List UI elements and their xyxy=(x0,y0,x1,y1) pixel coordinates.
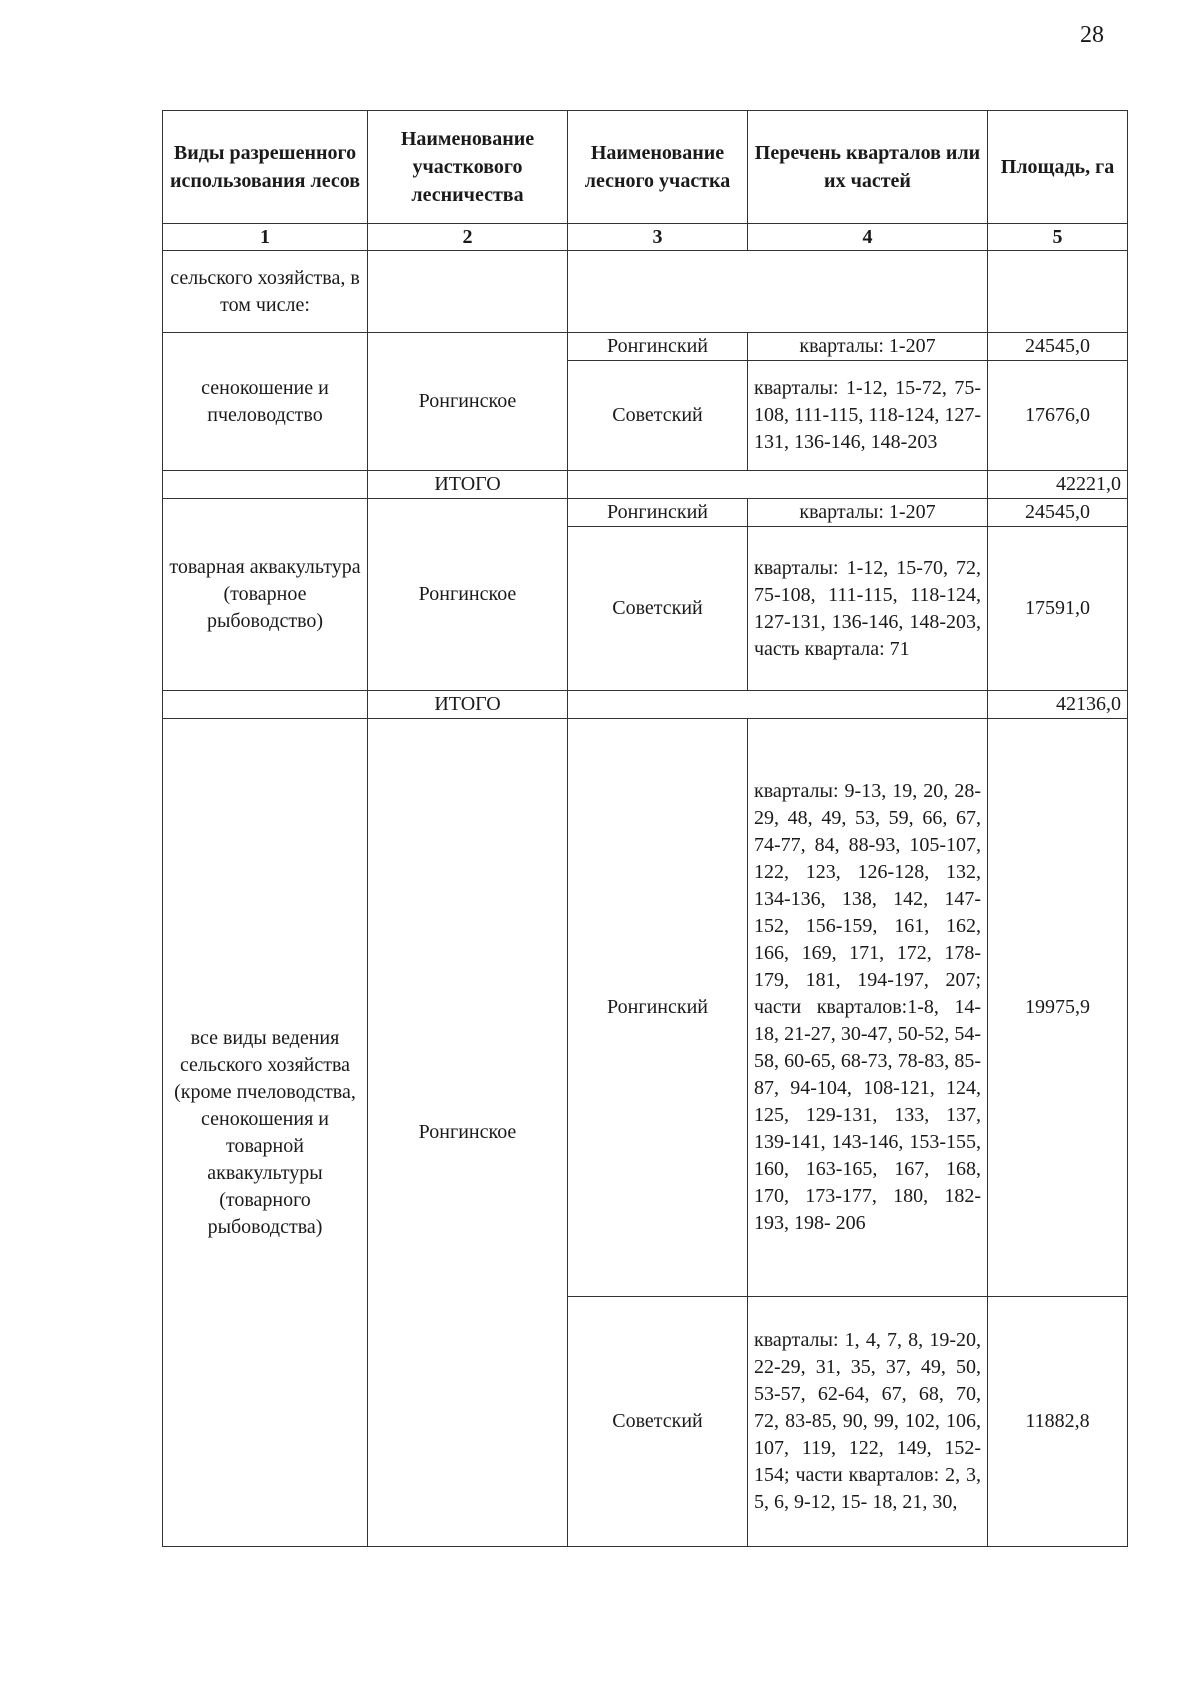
area-cell: 17591,0 xyxy=(988,527,1128,691)
use-type-cell: сенокошение и пчеловодство xyxy=(163,333,368,471)
area-cell: 17676,0 xyxy=(988,361,1128,471)
header-use-type: Виды разрешенного использования лесов xyxy=(163,111,368,224)
empty-cell xyxy=(368,251,568,333)
empty-cell xyxy=(988,251,1128,333)
header-district-forestry: Наименование участкового лесничества xyxy=(368,111,568,224)
header-row xyxy=(163,111,1128,224)
column-number-row xyxy=(163,224,1128,251)
area-cell: 19975,9 xyxy=(988,719,1128,1297)
column-number: 2 xyxy=(368,224,568,251)
use-type-cell: сельского хозяйства, в том числе: xyxy=(163,251,368,333)
column-number: 4 xyxy=(748,224,988,251)
forest-plot-cell: Советский xyxy=(568,361,748,471)
total-row xyxy=(163,691,1128,719)
header-area: Площадь, га xyxy=(988,111,1128,224)
header-forest-plot: Наименование лесного участка xyxy=(568,111,748,224)
forest-plot-cell: Советский xyxy=(568,1297,748,1547)
header-quarters-list: Перечень кварталов или их частей xyxy=(748,111,988,224)
area-cell: 24545,0 xyxy=(988,499,1128,527)
column-number: 5 xyxy=(988,224,1128,251)
use-type-cell: все виды ведения сельского хозяйства (кроме пчеловодства, сенокошения и товарной аквакультуры (товарного рыбоводства) xyxy=(163,719,368,1547)
quarters-cell: кварталы: 1-207 xyxy=(748,499,988,527)
table-row xyxy=(163,719,1128,1297)
quarters-cell: кварталы: 1, 4, 7, 8, 19-20, 22-29, 31, 35, 37, 49, 50, 53-57, 62-64, 67, 68, 70, 72, 83-85, 90, 99, 102, 106, 107, 119, 122, 149, 152-154; части кварталов: 2, 3, 5, 6, 9-12, 15- 18, 21, 30, xyxy=(748,1297,988,1547)
quarters-cell: кварталы: 1-12, 15-70, 72, 75-108, 111-115, 118-124, 127-131, 136-146, 148-203, часть квартала: 71 xyxy=(748,527,988,691)
total-area: 42221,0 xyxy=(988,471,1128,499)
use-type-cell: товарная аквакультура (товарное рыбоводство) xyxy=(163,499,368,691)
total-label: ИТОГО xyxy=(368,471,568,499)
quarters-cell: кварталы: 1-207 xyxy=(748,333,988,361)
total-area: 42136,0 xyxy=(988,691,1128,719)
area-cell: 24545,0 xyxy=(988,333,1128,361)
page-number: 28 xyxy=(1080,22,1104,48)
table-row xyxy=(163,333,1128,361)
district-forestry-cell: Ронгинское xyxy=(368,719,568,1547)
district-forestry-cell: Ронгинское xyxy=(368,499,568,691)
empty-cell xyxy=(568,691,988,719)
area-cell: 11882,8 xyxy=(988,1297,1128,1547)
total-label: ИТОГО xyxy=(368,691,568,719)
table-row xyxy=(163,499,1128,527)
total-row xyxy=(163,471,1128,499)
forest-plot-cell: Ронгинский xyxy=(568,333,748,361)
forest-plot-cell: Советский xyxy=(568,527,748,691)
table-row xyxy=(163,251,1128,333)
quarters-cell: кварталы: 1-12, 15-72, 75-108, 111-115, 118-124, 127-131, 136-146, 148-203 xyxy=(748,361,988,471)
use-type-cell xyxy=(163,691,368,719)
empty-cell xyxy=(568,251,988,333)
column-number: 3 xyxy=(568,224,748,251)
empty-cell xyxy=(568,471,988,499)
quarters-cell: кварталы: 9-13, 19, 20, 28-29, 48, 49, 53, 59, 66, 67, 74-77, 84, 88-93, 105-107, 122, 123, 126-128, 132, 134-136, 138, 142, 147-152, 156-159, 161, 162, 166, 169, 171, 172, 178-179, 181, 194-197, 207; части кварталов:1-8, 14-18, 21-27, 30-47, 50-52, 54-58, 60-65, 68-73, 78-83, 85-87, 94-104, 108-121, 124, 125, 129-131, 133, 137, 139-141, 143-146, 153-155, 160, 163-165, 167, 168, 170, 173-177, 180, 182-193, 198- 206 xyxy=(748,719,988,1297)
forest-plot-cell: Ронгинский xyxy=(568,719,748,1297)
column-number: 1 xyxy=(163,224,368,251)
district-forestry-cell: Ронгинское xyxy=(368,333,568,471)
forest-use-table xyxy=(162,110,1128,1547)
use-type-cell xyxy=(163,471,368,499)
forest-plot-cell: Ронгинский xyxy=(568,499,748,527)
